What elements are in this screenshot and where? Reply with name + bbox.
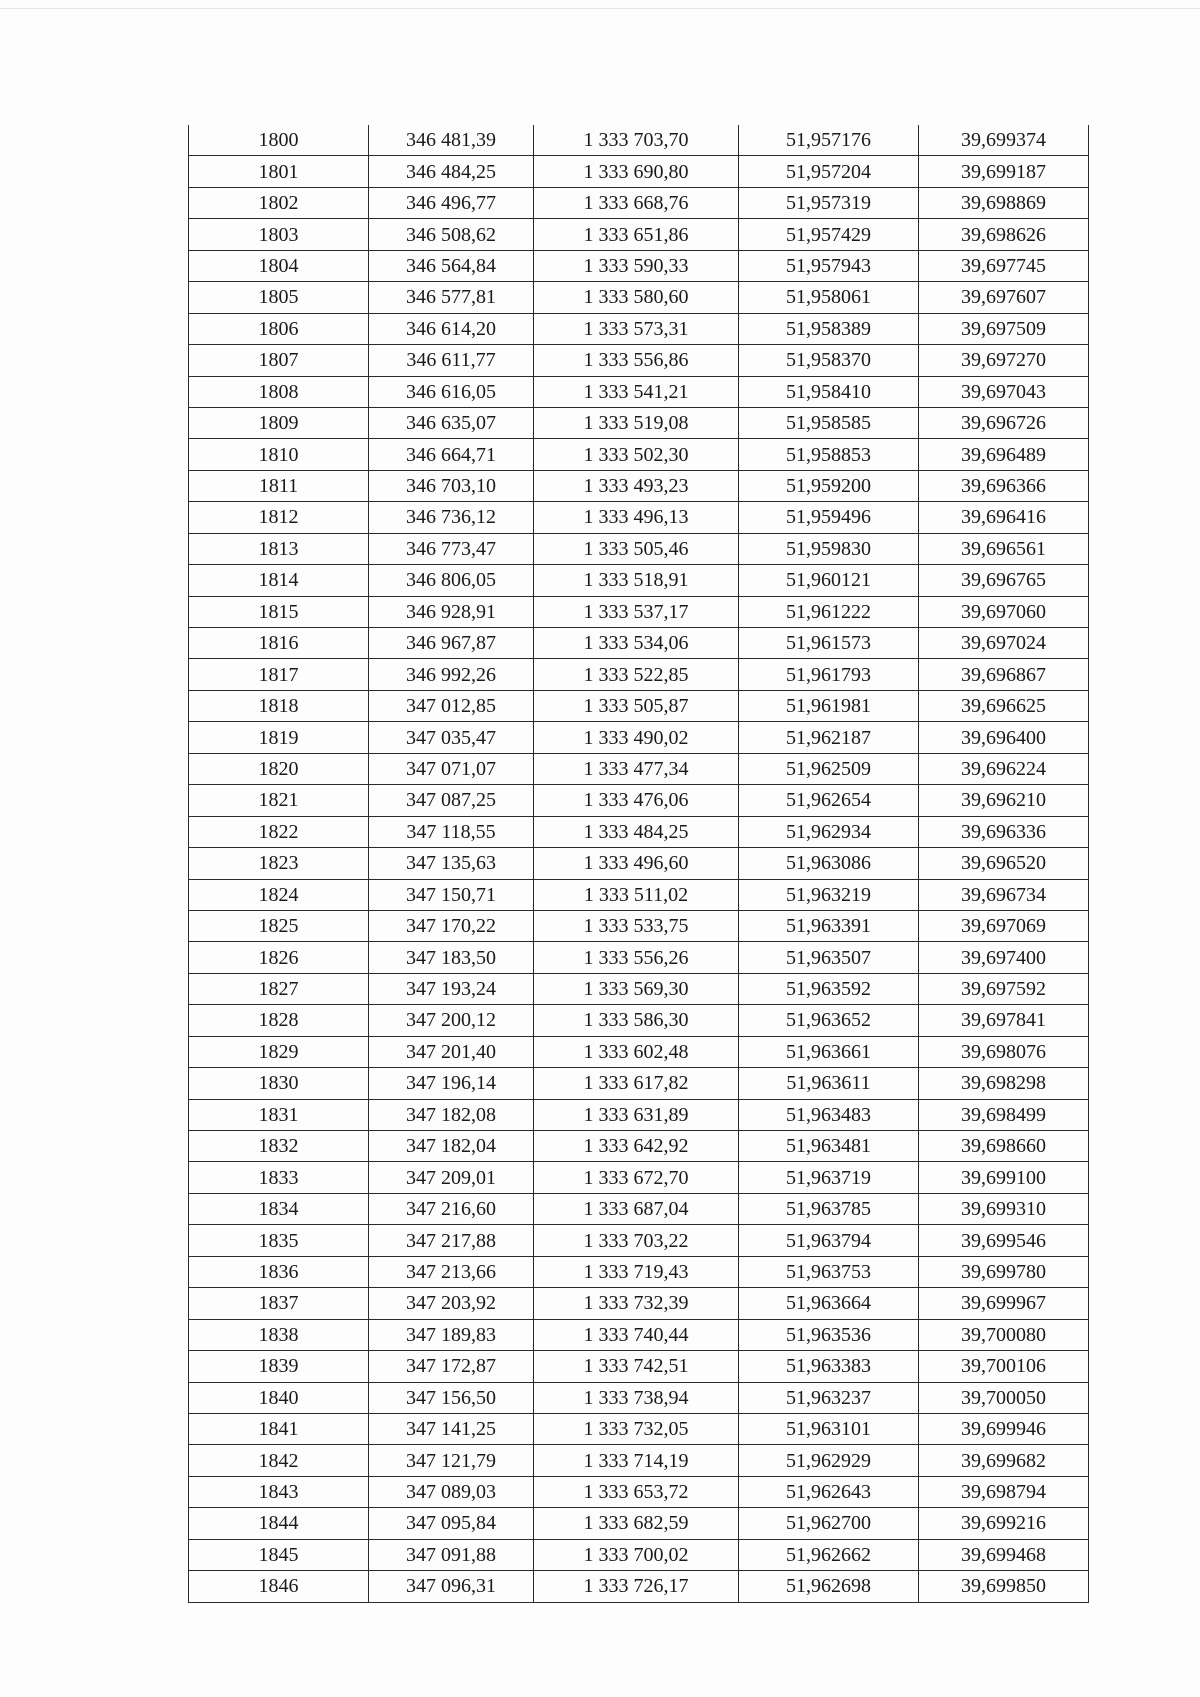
longitude-cell: 39,699187 [919,156,1089,187]
longitude-cell: 39,699374 [919,125,1089,156]
y-coordinate-cell: 1 333 732,39 [534,1288,739,1319]
latitude-cell: 51,958389 [739,313,919,344]
y-coordinate-cell: 1 333 580,60 [534,282,739,313]
longitude-cell: 39,696400 [919,722,1089,753]
y-coordinate-cell: 1 333 742,51 [534,1351,739,1382]
point-number-cell: 1822 [189,816,369,847]
latitude-cell: 51,963507 [739,942,919,973]
longitude-cell: 39,699100 [919,1162,1089,1193]
y-coordinate-cell: 1 333 493,23 [534,470,739,501]
table-row [189,753,1089,784]
x-coordinate-cell: 347 012,85 [369,690,534,721]
point-number-cell: 1813 [189,533,369,564]
scan-edge-line [0,8,1200,9]
x-coordinate-cell: 347 201,40 [369,1036,534,1067]
longitude-cell: 39,697069 [919,910,1089,941]
table-row [189,1162,1089,1193]
longitude-cell: 39,699468 [919,1539,1089,1570]
latitude-cell: 51,958410 [739,376,919,407]
longitude-cell: 39,698298 [919,1068,1089,1099]
table-row [189,816,1089,847]
point-number-cell: 1820 [189,753,369,784]
x-coordinate-cell: 347 203,92 [369,1288,534,1319]
point-number-cell: 1812 [189,502,369,533]
y-coordinate-cell: 1 333 490,02 [534,722,739,753]
y-coordinate-cell: 1 333 642,92 [534,1131,739,1162]
point-number-cell: 1810 [189,439,369,470]
y-coordinate-cell: 1 333 556,26 [534,942,739,973]
x-coordinate-cell: 346 664,71 [369,439,534,470]
latitude-cell: 51,963391 [739,910,919,941]
point-number-cell: 1814 [189,565,369,596]
x-coordinate-cell: 347 170,22 [369,910,534,941]
y-coordinate-cell: 1 333 533,75 [534,910,739,941]
table-row [189,628,1089,659]
y-coordinate-cell: 1 333 522,85 [534,659,739,690]
point-number-cell: 1831 [189,1099,369,1130]
table-row [189,156,1089,187]
longitude-cell: 39,700080 [919,1319,1089,1350]
latitude-cell: 51,961981 [739,690,919,721]
y-coordinate-cell: 1 333 586,30 [534,1005,739,1036]
point-number-cell: 1805 [189,282,369,313]
x-coordinate-cell: 347 135,63 [369,848,534,879]
point-number-cell: 1806 [189,313,369,344]
latitude-cell: 51,961222 [739,596,919,627]
table-row [189,910,1089,941]
x-coordinate-cell: 347 118,55 [369,816,534,847]
latitude-cell: 51,958853 [739,439,919,470]
x-coordinate-cell: 347 216,60 [369,1193,534,1224]
x-coordinate-cell: 347 183,50 [369,942,534,973]
longitude-cell: 39,698869 [919,187,1089,218]
table-row [189,659,1089,690]
y-coordinate-cell: 1 333 740,44 [534,1319,739,1350]
x-coordinate-cell: 347 087,25 [369,785,534,816]
latitude-cell: 51,963794 [739,1225,919,1256]
y-coordinate-cell: 1 333 477,34 [534,753,739,784]
longitude-cell: 39,696734 [919,879,1089,910]
latitude-cell: 51,957176 [739,125,919,156]
x-coordinate-cell: 347 095,84 [369,1508,534,1539]
longitude-cell: 39,696561 [919,533,1089,564]
latitude-cell: 51,959496 [739,502,919,533]
longitude-cell: 39,696489 [919,439,1089,470]
longitude-cell: 39,699310 [919,1193,1089,1224]
x-coordinate-cell: 346 577,81 [369,282,534,313]
table-row [189,1476,1089,1507]
longitude-cell: 39,697024 [919,628,1089,659]
longitude-cell: 39,699682 [919,1445,1089,1476]
table-row [189,1319,1089,1350]
latitude-cell: 51,962509 [739,753,919,784]
y-coordinate-cell: 1 333 556,86 [534,345,739,376]
longitude-cell: 39,697841 [919,1005,1089,1036]
y-coordinate-cell: 1 333 569,30 [534,973,739,1004]
x-coordinate-cell: 346 635,07 [369,407,534,438]
x-coordinate-cell: 346 806,05 [369,565,534,596]
table-row [189,250,1089,281]
table-row [189,1005,1089,1036]
latitude-cell: 51,959830 [739,533,919,564]
longitude-cell: 39,698660 [919,1131,1089,1162]
longitude-cell: 39,696416 [919,502,1089,533]
y-coordinate-cell: 1 333 672,70 [534,1162,739,1193]
table-row [189,879,1089,910]
point-number-cell: 1843 [189,1476,369,1507]
table-row [189,848,1089,879]
table-row [189,282,1089,313]
table-row [189,1508,1089,1539]
latitude-cell: 51,963652 [739,1005,919,1036]
x-coordinate-cell: 347 193,24 [369,973,534,1004]
point-number-cell: 1842 [189,1445,369,1476]
y-coordinate-cell: 1 333 690,80 [534,156,739,187]
table-row [189,1539,1089,1570]
y-coordinate-cell: 1 333 719,43 [534,1256,739,1287]
y-coordinate-cell: 1 333 617,82 [534,1068,739,1099]
table-row [189,470,1089,501]
y-coordinate-cell: 1 333 653,72 [534,1476,739,1507]
point-number-cell: 1815 [189,596,369,627]
longitude-cell: 39,699850 [919,1571,1089,1602]
x-coordinate-cell: 346 614,20 [369,313,534,344]
point-number-cell: 1817 [189,659,369,690]
x-coordinate-cell: 347 089,03 [369,1476,534,1507]
table-row [189,942,1089,973]
x-coordinate-cell: 347 121,79 [369,1445,534,1476]
y-coordinate-cell: 1 333 732,05 [534,1413,739,1444]
x-coordinate-cell: 347 196,14 [369,1068,534,1099]
latitude-cell: 51,963219 [739,879,919,910]
table-row [189,1413,1089,1444]
point-number-cell: 1837 [189,1288,369,1319]
table-row [189,125,1089,156]
table-row [189,1225,1089,1256]
y-coordinate-cell: 1 333 631,89 [534,1099,739,1130]
table-row [189,376,1089,407]
y-coordinate-cell: 1 333 703,70 [534,125,739,156]
point-number-cell: 1804 [189,250,369,281]
table-row [189,1256,1089,1287]
longitude-cell: 39,699967 [919,1288,1089,1319]
latitude-cell: 51,963101 [739,1413,919,1444]
y-coordinate-cell: 1 333 518,91 [534,565,739,596]
latitude-cell: 51,963086 [739,848,919,879]
latitude-cell: 51,957319 [739,187,919,218]
x-coordinate-cell: 346 496,77 [369,187,534,218]
point-number-cell: 1830 [189,1068,369,1099]
point-number-cell: 1836 [189,1256,369,1287]
y-coordinate-cell: 1 333 738,94 [534,1382,739,1413]
y-coordinate-cell: 1 333 505,46 [534,533,739,564]
longitude-cell: 39,698794 [919,1476,1089,1507]
y-coordinate-cell: 1 333 537,17 [534,596,739,627]
longitude-cell: 39,697592 [919,973,1089,1004]
latitude-cell: 51,963536 [739,1319,919,1350]
table-row [189,187,1089,218]
point-number-cell: 1823 [189,848,369,879]
latitude-cell: 51,962662 [739,1539,919,1570]
x-coordinate-cell: 347 172,87 [369,1351,534,1382]
x-coordinate-cell: 346 967,87 [369,628,534,659]
table-row [189,1193,1089,1224]
point-number-cell: 1809 [189,407,369,438]
latitude-cell: 51,962698 [739,1571,919,1602]
y-coordinate-cell: 1 333 682,59 [534,1508,739,1539]
table-row [189,502,1089,533]
latitude-cell: 51,963719 [739,1162,919,1193]
table-row [189,1099,1089,1130]
y-coordinate-cell: 1 333 726,17 [534,1571,739,1602]
latitude-cell: 51,958585 [739,407,919,438]
longitude-cell: 39,697607 [919,282,1089,313]
latitude-cell: 51,963661 [739,1036,919,1067]
y-coordinate-cell: 1 333 519,08 [534,407,739,438]
table-row [189,1036,1089,1067]
point-number-cell: 1807 [189,345,369,376]
table-row [189,1382,1089,1413]
latitude-cell: 51,963383 [739,1351,919,1382]
point-number-cell: 1844 [189,1508,369,1539]
longitude-cell: 39,698076 [919,1036,1089,1067]
table-row [189,1288,1089,1319]
y-coordinate-cell: 1 333 700,02 [534,1539,739,1570]
point-number-cell: 1828 [189,1005,369,1036]
y-coordinate-cell: 1 333 496,13 [534,502,739,533]
point-number-cell: 1827 [189,973,369,1004]
longitude-cell: 39,700106 [919,1351,1089,1382]
point-number-cell: 1819 [189,722,369,753]
latitude-cell: 51,957204 [739,156,919,187]
point-number-cell: 1845 [189,1539,369,1570]
latitude-cell: 51,962929 [739,1445,919,1476]
latitude-cell: 51,962700 [739,1508,919,1539]
point-number-cell: 1829 [189,1036,369,1067]
y-coordinate-cell: 1 333 590,33 [534,250,739,281]
y-coordinate-cell: 1 333 651,86 [534,219,739,250]
point-number-cell: 1832 [189,1131,369,1162]
latitude-cell: 51,957943 [739,250,919,281]
y-coordinate-cell: 1 333 511,02 [534,879,739,910]
x-coordinate-cell: 346 703,10 [369,470,534,501]
y-coordinate-cell: 1 333 502,30 [534,439,739,470]
point-number-cell: 1835 [189,1225,369,1256]
longitude-cell: 39,697043 [919,376,1089,407]
point-number-cell: 1802 [189,187,369,218]
longitude-cell: 39,696625 [919,690,1089,721]
longitude-cell: 39,696366 [919,470,1089,501]
y-coordinate-cell: 1 333 534,06 [534,628,739,659]
longitude-cell: 39,699946 [919,1413,1089,1444]
latitude-cell: 51,959200 [739,470,919,501]
point-number-cell: 1833 [189,1162,369,1193]
x-coordinate-cell: 346 928,91 [369,596,534,627]
longitude-cell: 39,699546 [919,1225,1089,1256]
table-row [189,1445,1089,1476]
table-row [189,785,1089,816]
latitude-cell: 51,963664 [739,1288,919,1319]
point-number-cell: 1839 [189,1351,369,1382]
x-coordinate-cell: 346 484,25 [369,156,534,187]
longitude-cell: 39,697400 [919,942,1089,973]
table-row [189,439,1089,470]
latitude-cell: 51,958370 [739,345,919,376]
point-number-cell: 1826 [189,942,369,973]
table-row [189,407,1089,438]
table-row [189,1068,1089,1099]
table-row [189,596,1089,627]
point-number-cell: 1840 [189,1382,369,1413]
y-coordinate-cell: 1 333 496,60 [534,848,739,879]
point-number-cell: 1846 [189,1571,369,1602]
latitude-cell: 51,963483 [739,1099,919,1130]
x-coordinate-cell: 346 616,05 [369,376,534,407]
y-coordinate-cell: 1 333 714,19 [534,1445,739,1476]
latitude-cell: 51,963611 [739,1068,919,1099]
y-coordinate-cell: 1 333 505,87 [534,690,739,721]
point-number-cell: 1834 [189,1193,369,1224]
longitude-cell: 39,698499 [919,1099,1089,1130]
table-row [189,533,1089,564]
y-coordinate-cell: 1 333 668,76 [534,187,739,218]
longitude-cell: 39,697270 [919,345,1089,376]
longitude-cell: 39,697060 [919,596,1089,627]
latitude-cell: 51,963753 [739,1256,919,1287]
y-coordinate-cell: 1 333 484,25 [534,816,739,847]
table-row [189,345,1089,376]
longitude-cell: 39,696210 [919,785,1089,816]
latitude-cell: 51,963481 [739,1131,919,1162]
longitude-cell: 39,696224 [919,753,1089,784]
longitude-cell: 39,699780 [919,1256,1089,1287]
table-row [189,690,1089,721]
y-coordinate-cell: 1 333 541,21 [534,376,739,407]
x-coordinate-cell: 347 182,08 [369,1099,534,1130]
latitude-cell: 51,958061 [739,282,919,313]
latitude-cell: 51,962187 [739,722,919,753]
table-row [189,565,1089,596]
x-coordinate-cell: 347 156,50 [369,1382,534,1413]
latitude-cell: 51,962643 [739,1476,919,1507]
x-coordinate-cell: 347 035,47 [369,722,534,753]
x-coordinate-cell: 346 564,84 [369,250,534,281]
x-coordinate-cell: 347 071,07 [369,753,534,784]
point-number-cell: 1821 [189,785,369,816]
point-number-cell: 1838 [189,1319,369,1350]
latitude-cell: 51,963592 [739,973,919,1004]
point-number-cell: 1824 [189,879,369,910]
table-row [189,313,1089,344]
longitude-cell: 39,697509 [919,313,1089,344]
x-coordinate-cell: 347 150,71 [369,879,534,910]
y-coordinate-cell: 1 333 703,22 [534,1225,739,1256]
y-coordinate-cell: 1 333 573,31 [534,313,739,344]
latitude-cell: 51,961793 [739,659,919,690]
table-row [189,1131,1089,1162]
latitude-cell: 51,962934 [739,816,919,847]
latitude-cell: 51,961573 [739,628,919,659]
coordinates-table-body [189,125,1089,1602]
longitude-cell: 39,696867 [919,659,1089,690]
longitude-cell: 39,700050 [919,1382,1089,1413]
longitude-cell: 39,697745 [919,250,1089,281]
point-number-cell: 1801 [189,156,369,187]
point-number-cell: 1816 [189,628,369,659]
x-coordinate-cell: 347 096,31 [369,1571,534,1602]
table-row [189,1571,1089,1602]
longitude-cell: 39,699216 [919,1508,1089,1539]
x-coordinate-cell: 347 141,25 [369,1413,534,1444]
x-coordinate-cell: 346 736,12 [369,502,534,533]
latitude-cell: 51,957429 [739,219,919,250]
point-number-cell: 1800 [189,125,369,156]
x-coordinate-cell: 346 611,77 [369,345,534,376]
point-number-cell: 1803 [189,219,369,250]
y-coordinate-cell: 1 333 602,48 [534,1036,739,1067]
x-coordinate-cell: 347 209,01 [369,1162,534,1193]
table-row [189,973,1089,1004]
longitude-cell: 39,696520 [919,848,1089,879]
point-number-cell: 1811 [189,470,369,501]
longitude-cell: 39,698626 [919,219,1089,250]
longitude-cell: 39,696726 [919,407,1089,438]
x-coordinate-cell: 347 200,12 [369,1005,534,1036]
coordinates-table [188,125,1089,1603]
x-coordinate-cell: 347 213,66 [369,1256,534,1287]
point-number-cell: 1818 [189,690,369,721]
longitude-cell: 39,696336 [919,816,1089,847]
x-coordinate-cell: 347 182,04 [369,1131,534,1162]
table-row [189,219,1089,250]
x-coordinate-cell: 347 217,88 [369,1225,534,1256]
latitude-cell: 51,962654 [739,785,919,816]
x-coordinate-cell: 347 091,88 [369,1539,534,1570]
x-coordinate-cell: 346 992,26 [369,659,534,690]
latitude-cell: 51,960121 [739,565,919,596]
x-coordinate-cell: 346 773,47 [369,533,534,564]
longitude-cell: 39,696765 [919,565,1089,596]
point-number-cell: 1808 [189,376,369,407]
point-number-cell: 1825 [189,910,369,941]
x-coordinate-cell: 346 481,39 [369,125,534,156]
y-coordinate-cell: 1 333 687,04 [534,1193,739,1224]
table-row [189,722,1089,753]
x-coordinate-cell: 347 189,83 [369,1319,534,1350]
x-coordinate-cell: 346 508,62 [369,219,534,250]
table-row [189,1351,1089,1382]
y-coordinate-cell: 1 333 476,06 [534,785,739,816]
latitude-cell: 51,963237 [739,1382,919,1413]
point-number-cell: 1841 [189,1413,369,1444]
latitude-cell: 51,963785 [739,1193,919,1224]
